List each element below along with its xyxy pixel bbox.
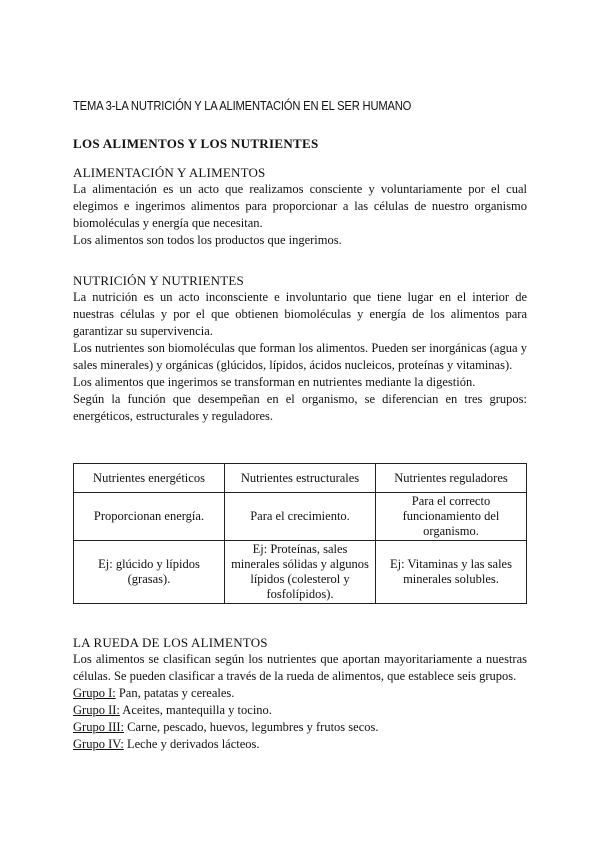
- nutricion-heading: NUTRICIÓN Y NUTRIENTES: [73, 273, 244, 288]
- section-title: LOS ALIMENTOS Y LOS NUTRIENTES: [73, 136, 319, 151]
- table-header-cell: Nutrientes energéticos: [74, 464, 225, 493]
- group-text: Aceites, mantequilla y tocino.: [119, 703, 272, 717]
- table-cell: Ej: glúcido y lípidos (grasas).: [74, 541, 225, 604]
- group-label: Grupo I:: [73, 686, 116, 700]
- nutricion-paragraph-4: Según la función que desempeñan en el organismo, se diferencian en tres grupos: energéticos, estructurales y reguladores.: [73, 392, 527, 423]
- nutricion-paragraph-2: Los nutrientes son biomoléculas que forman los alimentos. Pueden ser inorgánicas (agua y sales minerales) y orgánicas (glúcidos, lípidos, ácidos nucleicos, proteínas y vitaminas).: [73, 341, 527, 372]
- table-cell: Proporcionan energía.: [74, 493, 225, 541]
- table-header-row: [74, 464, 527, 493]
- rueda-paragraph: Los alimentos se clasifican según los nutrientes que aportan mayoritariamente a nuestras células. Se pueden clasificar a través de la rueda de alimentos, que establece seis grupos.: [73, 652, 527, 683]
- group-text: Carne, pescado, huevos, legumbres y frutos secos.: [124, 720, 379, 734]
- rueda-section: [73, 634, 527, 753]
- table-row: [74, 541, 527, 604]
- nutricion-section: [73, 272, 527, 425]
- group-label: Grupo III:: [73, 720, 125, 734]
- group-item: [73, 702, 527, 719]
- group-label: Grupo IV:: [73, 737, 124, 751]
- group-text: Leche y derivados lácteos.: [123, 737, 260, 751]
- alimentacion-heading: ALIMENTACIÓN Y ALIMENTOS: [73, 165, 266, 180]
- nutricion-paragraph-3: Los alimentos que ingerimos se transforman en nutrientes mediante la digestión.: [73, 375, 476, 389]
- table-header-cell: Nutrientes reguladores: [376, 464, 527, 493]
- rueda-heading: LA RUEDA DE LOS ALIMENTOS: [73, 635, 268, 650]
- table-row: [74, 493, 527, 541]
- table-cell: Para el correcto funcionamiento del organismo.: [376, 493, 527, 541]
- alimentacion-section: [73, 164, 527, 249]
- nutrients-table: [73, 463, 527, 604]
- alimentacion-paragraph-2: Los alimentos son todos los productos que ingerimos.: [73, 233, 342, 247]
- table-cell: Ej: Proteínas, sales minerales sólidas y algunos lípidos (colesterol y fosfolípidos).: [225, 541, 376, 604]
- alimentacion-paragraph-1: La alimentación es un acto que realizamos consciente y voluntariamente por el cual elegimos e ingerimos alimentos para proporcionar a las células de nuestro organismo biomoléculas y energía que necesitan.: [73, 182, 527, 230]
- table-cell: Para el crecimiento.: [225, 493, 376, 541]
- group-item: [73, 685, 527, 702]
- group-item: [73, 719, 527, 736]
- page-title: TEMA 3-LA NUTRICIÓN Y LA ALIMENTACIÓN EN EL SER HUMANO: [73, 98, 412, 113]
- nutricion-paragraph-1: La nutrición es un acto inconsciente e involuntario que tiene lugar en el interior de nuestras células y por el que obtienen biomoléculas y energía de los alimentos para garantizar su supervivencia.: [73, 290, 527, 338]
- group-label: Grupo II:: [73, 703, 120, 717]
- table-header-cell: Nutrientes estructurales: [225, 464, 376, 493]
- group-text: Pan, patatas y cereales.: [115, 686, 235, 700]
- group-item: [73, 736, 527, 753]
- table-cell: Ej: Vitaminas y las sales minerales solubles.: [376, 541, 527, 604]
